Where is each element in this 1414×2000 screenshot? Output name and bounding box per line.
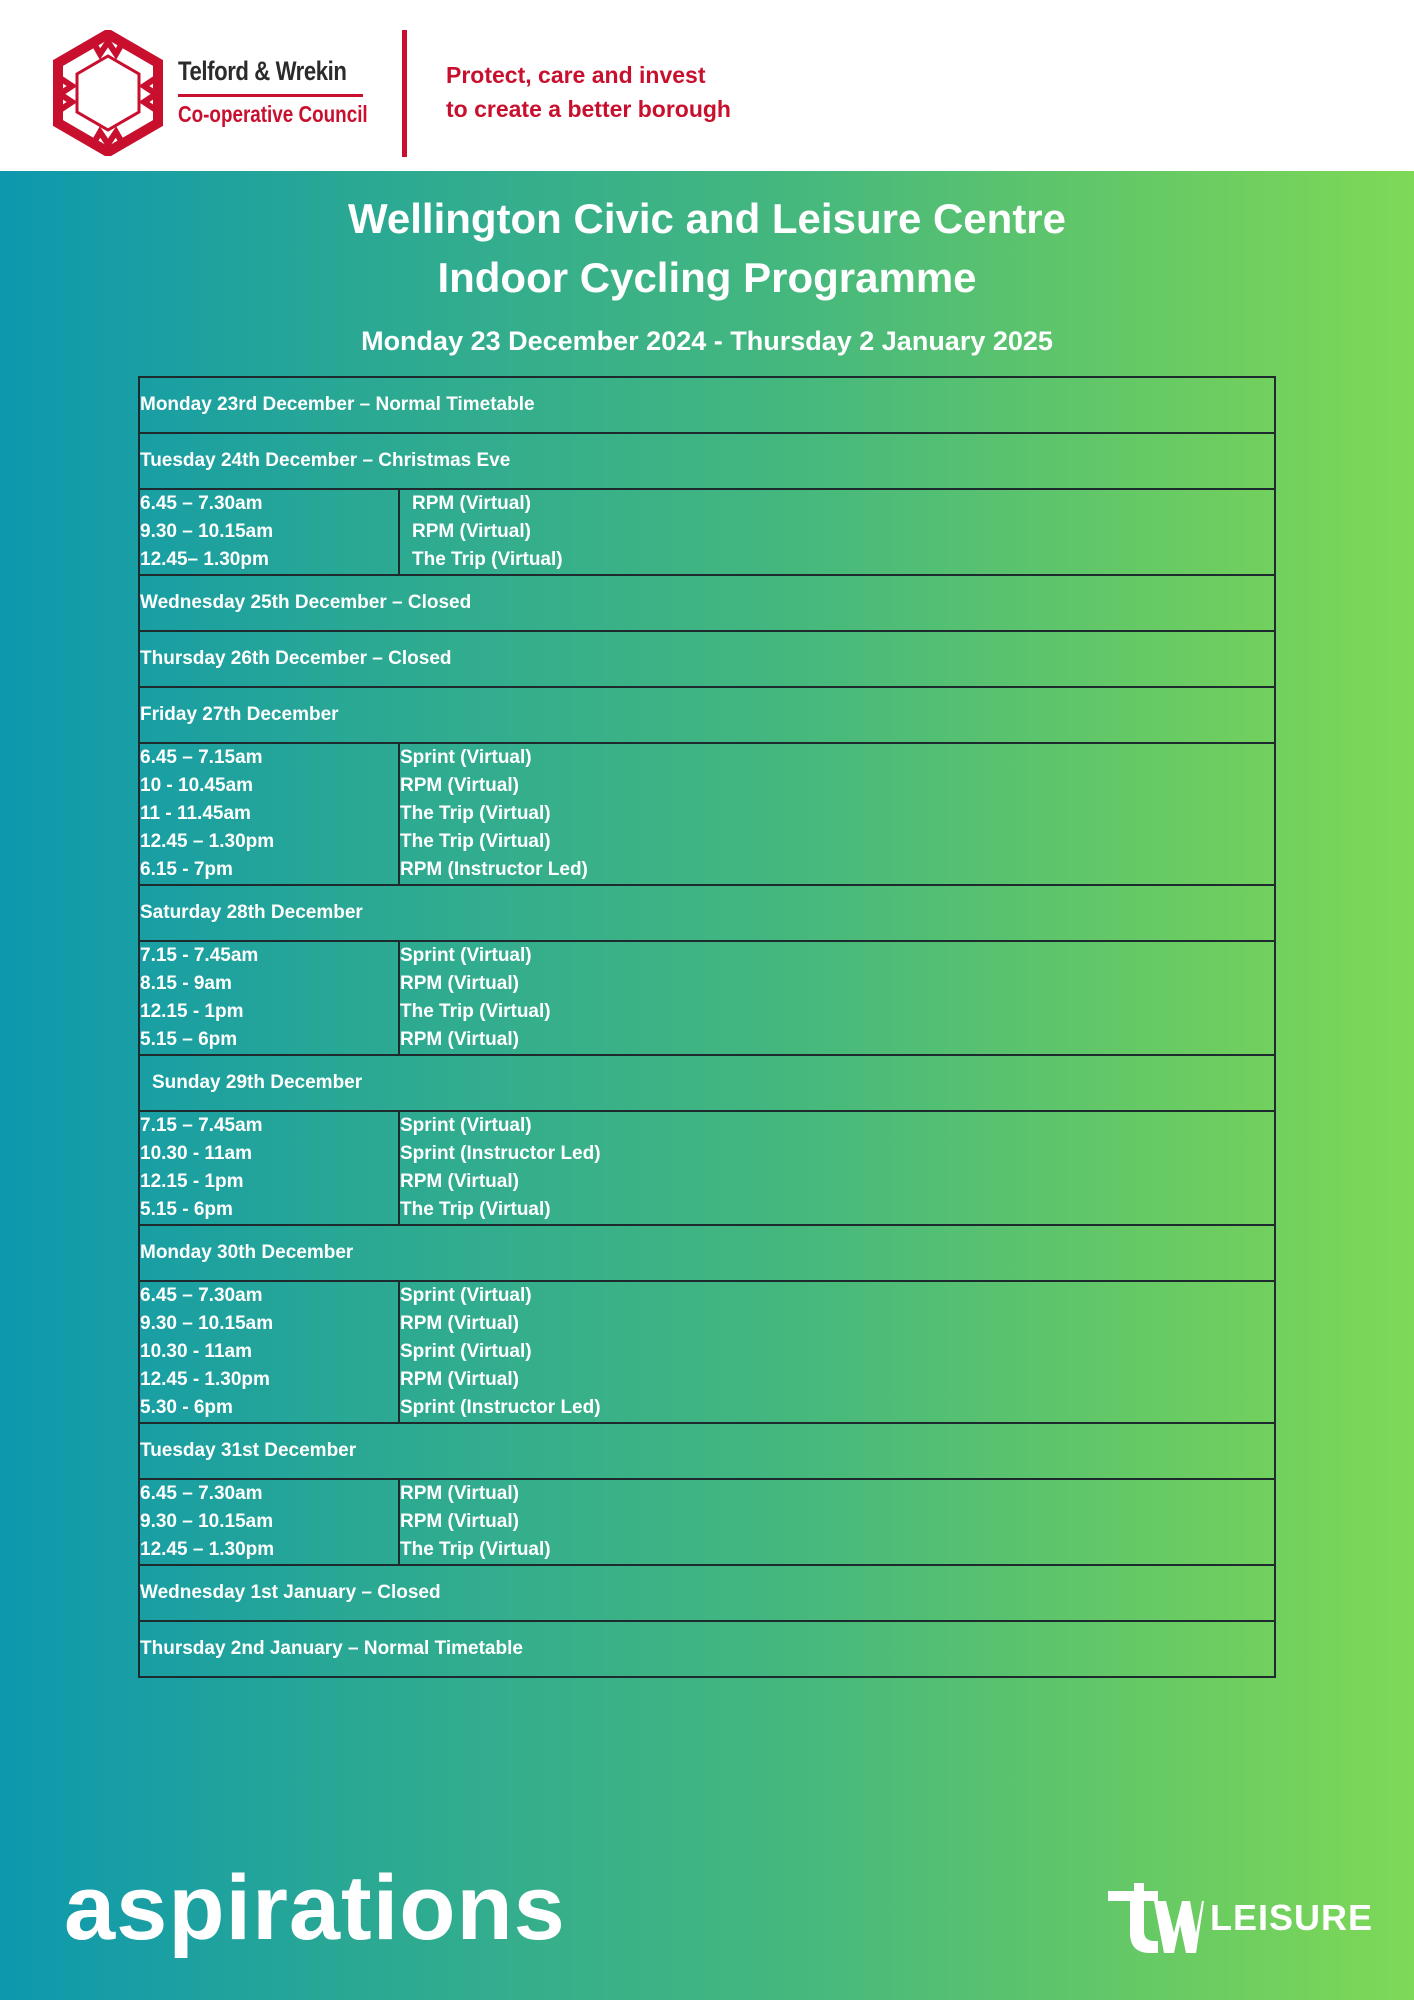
session-class: The Trip (Virtual) bbox=[412, 549, 563, 570]
session-time: 11 - 11.45am bbox=[140, 803, 251, 824]
day-heading: Monday 30th December bbox=[139, 1225, 1275, 1281]
page-title-venue: Wellington Civic and Leisure Centre bbox=[347, 195, 1067, 242]
day-header-row bbox=[139, 575, 1275, 631]
council-logo-icon bbox=[50, 30, 166, 156]
day-header-row bbox=[139, 377, 1275, 433]
day-header-row bbox=[139, 631, 1275, 687]
day-header-row bbox=[139, 885, 1275, 941]
session-time: 6.15 - 7pm bbox=[140, 859, 233, 880]
session-class: The Trip (Virtual) bbox=[400, 803, 551, 824]
logo-underline bbox=[178, 94, 363, 97]
session-class: RPM (Virtual) bbox=[400, 1313, 519, 1334]
session-class: RPM (Virtual) bbox=[412, 521, 531, 542]
session-time: 8.15 - 9am bbox=[140, 973, 232, 994]
session-row bbox=[139, 1281, 1275, 1423]
session-time: 9.30 – 10.15am bbox=[140, 1313, 274, 1334]
header-divider bbox=[402, 30, 407, 157]
session-time: 10 - 10.45am bbox=[140, 775, 254, 796]
session-classes bbox=[399, 489, 1275, 575]
session-time: 10.30 - 11am bbox=[140, 1341, 252, 1362]
session-class: RPM (Virtual) bbox=[400, 1029, 519, 1050]
session-class: Sprint (Virtual) bbox=[400, 945, 532, 966]
day-heading: Thursday 26th December – Closed bbox=[139, 631, 1275, 687]
session-class: The Trip (Virtual) bbox=[400, 1001, 551, 1022]
day-heading: Monday 23rd December – Normal Timetable bbox=[139, 377, 1275, 433]
council-subtitle: Co-operative Council bbox=[178, 101, 368, 127]
session-row bbox=[139, 941, 1275, 1055]
day-header-row bbox=[139, 687, 1275, 743]
session-time: 6.45 – 7.30am bbox=[140, 493, 263, 514]
aspirations-logo: aspirations bbox=[64, 1857, 566, 1959]
session-class: RPM (Virtual) bbox=[400, 1483, 519, 1504]
session-time: 12.45 - 1.30pm bbox=[140, 1369, 270, 1390]
session-time: 10.30 - 11am bbox=[140, 1143, 252, 1164]
session-classes bbox=[399, 743, 1275, 885]
session-time: 9.30 – 10.15am bbox=[140, 521, 274, 542]
session-times bbox=[139, 941, 399, 1055]
session-time: 12.15 - 1pm bbox=[140, 1001, 244, 1022]
session-time: 6.45 – 7.30am bbox=[140, 1285, 263, 1306]
session-class: RPM (Virtual) bbox=[412, 493, 531, 514]
day-heading: Tuesday 24th December – Christmas Eve bbox=[139, 433, 1275, 489]
day-header-row bbox=[139, 1055, 1275, 1111]
session-row bbox=[139, 1111, 1275, 1225]
tw-logo-icon bbox=[1104, 1883, 1204, 1955]
session-class: Sprint (Instructor Led) bbox=[400, 1143, 601, 1164]
session-class: RPM (Virtual) bbox=[400, 1171, 519, 1192]
day-heading: Friday 27th December bbox=[139, 687, 1275, 743]
session-time: 7.15 - 7.45am bbox=[140, 945, 259, 966]
session-classes bbox=[399, 1479, 1275, 1565]
session-classes bbox=[399, 1111, 1275, 1225]
session-classes bbox=[399, 1281, 1275, 1423]
session-times bbox=[139, 1479, 399, 1565]
session-class: The Trip (Virtual) bbox=[400, 831, 551, 852]
session-time: 12.45– 1.30pm bbox=[140, 549, 269, 570]
session-time: 5.30 - 6pm bbox=[140, 1397, 233, 1418]
day-header-row bbox=[139, 1225, 1275, 1281]
day-header-row bbox=[139, 1621, 1275, 1677]
session-class: RPM (Virtual) bbox=[400, 775, 519, 796]
tagline-line-1: Protect, care and invest bbox=[446, 62, 706, 88]
day-heading: Thursday 2nd January – Normal Timetable bbox=[139, 1621, 1275, 1677]
day-heading: Tuesday 31st December bbox=[139, 1423, 1275, 1479]
session-time: 12.45 – 1.30pm bbox=[140, 1539, 275, 1560]
session-class: RPM (Virtual) bbox=[400, 973, 519, 994]
session-time: 5.15 - 6pm bbox=[140, 1199, 233, 1220]
session-row bbox=[139, 743, 1275, 885]
session-time: 12.45 – 1.30pm bbox=[140, 831, 275, 852]
session-time: 5.15 – 6pm bbox=[140, 1029, 238, 1050]
session-class: Sprint (Virtual) bbox=[400, 1341, 532, 1362]
day-heading: Wednesday 1st January – Closed bbox=[139, 1565, 1275, 1621]
session-times bbox=[139, 489, 399, 575]
session-class: Sprint (Virtual) bbox=[400, 1115, 532, 1136]
session-time: 6.45 – 7.15am bbox=[140, 747, 263, 768]
session-class: RPM (Virtual) bbox=[400, 1511, 519, 1532]
day-header-row bbox=[139, 1565, 1275, 1621]
session-times bbox=[139, 1281, 399, 1423]
schedule-table bbox=[138, 376, 1276, 1678]
tagline bbox=[446, 58, 731, 126]
session-row bbox=[139, 1479, 1275, 1565]
tagline-line-2: to create a better borough bbox=[446, 96, 731, 122]
session-class: Sprint (Virtual) bbox=[400, 1285, 532, 1306]
session-class: Sprint (Instructor Led) bbox=[400, 1397, 601, 1418]
day-heading: Sunday 29th December bbox=[139, 1055, 1275, 1111]
session-time: 7.15 – 7.45am bbox=[140, 1115, 263, 1136]
leisure-wordmark: LEISURE bbox=[1210, 1897, 1374, 1938]
session-time: 9.30 – 10.15am bbox=[140, 1511, 274, 1532]
council-name: Telford & Wrekin bbox=[178, 56, 347, 86]
main-panel bbox=[0, 171, 1414, 2000]
session-class: The Trip (Virtual) bbox=[400, 1199, 551, 1220]
page-title-programme: Indoor Cycling Programme bbox=[437, 254, 977, 301]
day-header-row bbox=[139, 1423, 1275, 1479]
day-header-row bbox=[139, 433, 1275, 489]
session-times bbox=[139, 743, 399, 885]
session-class: The Trip (Virtual) bbox=[400, 1539, 551, 1560]
session-time: 6.45 – 7.30am bbox=[140, 1483, 263, 1504]
session-row bbox=[139, 489, 1275, 575]
page-header bbox=[0, 0, 1414, 171]
session-times bbox=[139, 1111, 399, 1225]
day-heading: Saturday 28th December bbox=[139, 885, 1275, 941]
session-class: RPM (Instructor Led) bbox=[400, 859, 588, 880]
session-classes bbox=[399, 941, 1275, 1055]
session-class: Sprint (Virtual) bbox=[400, 747, 532, 768]
session-time: 12.15 - 1pm bbox=[140, 1171, 244, 1192]
day-heading: Wednesday 25th December – Closed bbox=[139, 575, 1275, 631]
session-class: RPM (Virtual) bbox=[400, 1369, 519, 1390]
date-range: Monday 23 December 2024 - Thursday 2 January 2025 bbox=[361, 326, 1053, 356]
